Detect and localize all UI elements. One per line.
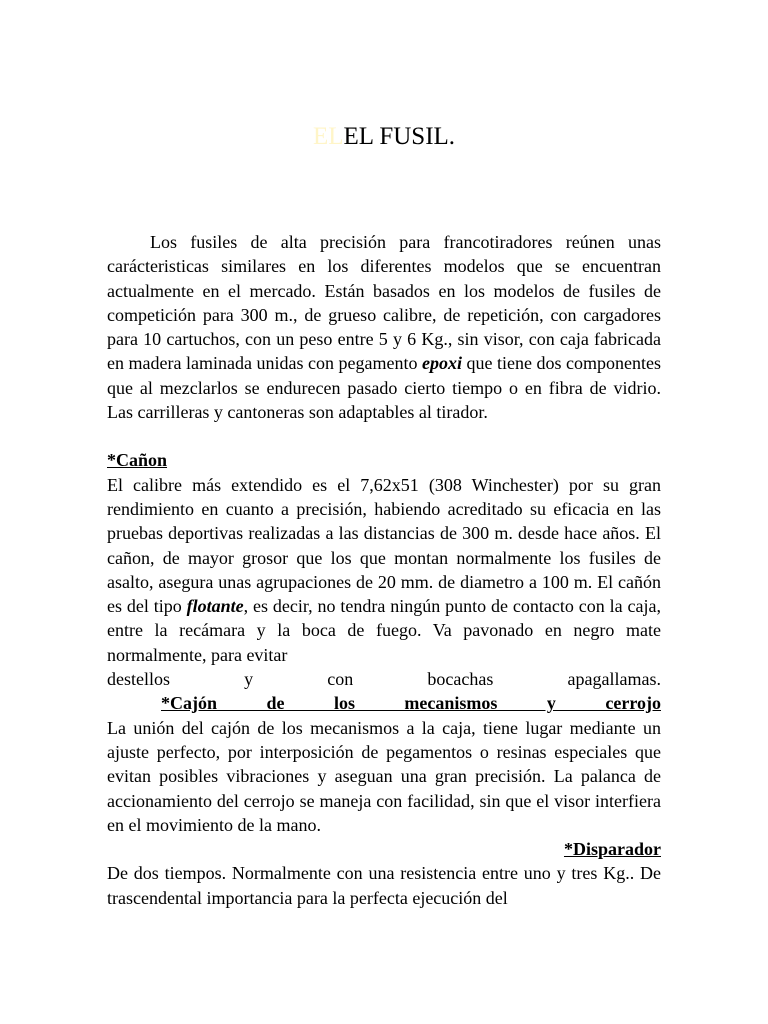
document-body: [107, 230, 661, 910]
canon-text-end: , es decir, no tendra ningún punto de contacto con la caja, entre la recámara y la boca de fuego. Va pavonado en negro mate normalmente, para evitar: [107, 596, 661, 665]
cajon-heading: *Cajón de los mecanismos y cerrojo: [161, 693, 661, 714]
cajon-paragraph: La unión del cajón de los mecanismos a la caja, tiene lugar mediante un ajuste perfecto, por interposición de pegamentos o resinas especiales que evitan posibles vibraciones y aseguan una gran precisión. La palanca de accionamiento del cerrojo se maneja con facilidad, sin que el visor interfiera en el movimiento de la mano.: [107, 717, 661, 835]
canon-paragraph: [107, 473, 661, 667]
canon-last-line: destellos y con bocachas apagallamas.: [107, 669, 661, 690]
disparador-heading-row: [107, 837, 661, 861]
title-text: EL FUSIL.: [343, 123, 456, 150]
disparador-heading: *Disparador: [563, 839, 661, 860]
paragraph-gap: [107, 424, 661, 448]
intro-text-start: Los fusiles de alta precisión para francotiradores reúnen unas carácteristicas similares en los diferentes modelos que se encuentran actualmente en el mercado. Están basados en los modelos de fusiles de competición para 300 m., de grueso calibre, de repetición, con cargadores para 10 cartuchos, con un peso entre 5 y 6 Kg., sin visor, con caja fabricada en madera laminada unidas con pegamento: [107, 232, 661, 374]
document-title: [107, 120, 661, 154]
intro-paragraph: [107, 230, 661, 424]
disparador-paragraph: De dos tiempos. Normalmente con una resistencia entre uno y tres Kg.. De trascendental importancia para la perfecta ejecución del: [107, 863, 661, 908]
title-ghost-text: EL: [312, 123, 344, 150]
flotante-emphasis: flotante: [186, 596, 244, 617]
canon-heading: *Cañon: [107, 450, 168, 471]
epoxi-emphasis: epoxi: [421, 353, 462, 374]
canon-text-start: El calibre más extendido es el 7,62x51 (308 Winchester) por su gran rendimiento en cuanto a precisión, habiendo acreditado su eficacia en las pruebas deportivas realizadas a las distancias de 300 m. desde hace años. El cañon, de mayor grosor que los que montan normalmente los fusiles de asalto, asegura unas agrupaciones de 20 mm. de diametro a 100 m. El cañón es del tipo: [107, 474, 661, 617]
intro-text-end: que tiene dos componentes que al mezclarlos se endurecen pasado cierto tiempo o en fibra de vidrio. Las carrilleras y cantoneras son adaptables al tirador.: [107, 353, 661, 423]
